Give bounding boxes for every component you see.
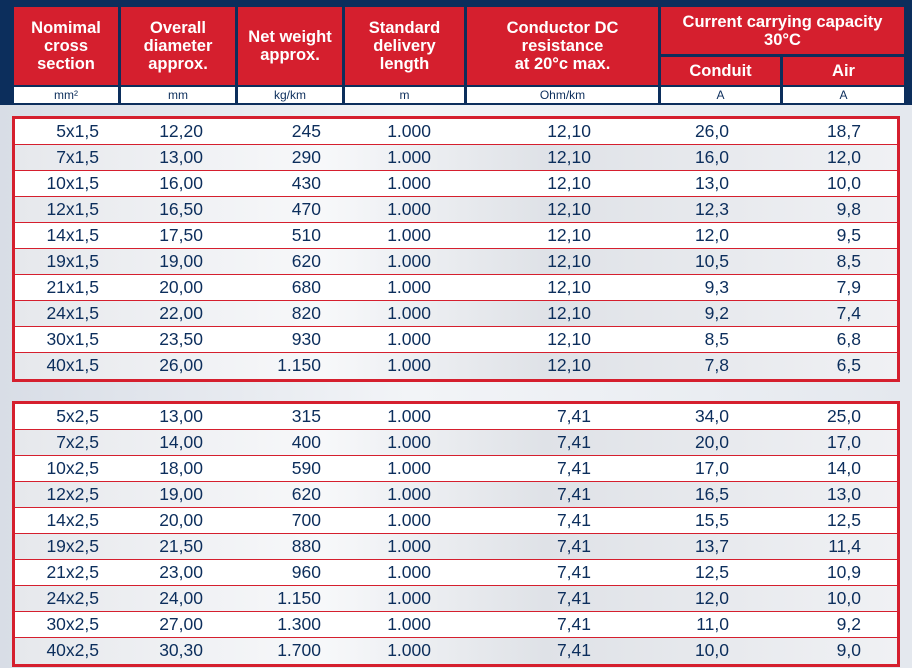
table-row — [15, 404, 897, 430]
cell-weight: 400 — [291, 432, 321, 452]
table-row — [15, 145, 897, 171]
cell-resistance: 12,10 — [547, 355, 591, 375]
table-1x5-section — [12, 116, 900, 382]
cell-weight: 680 — [291, 277, 321, 297]
cell-conduit: 9,3 — [704, 277, 729, 297]
cell-resistance: 12,10 — [547, 225, 591, 245]
cell-conduit: 13,7 — [694, 536, 729, 556]
cell-conduit: 13,0 — [694, 173, 729, 193]
cell-conduit: 15,5 — [694, 510, 729, 530]
unit-delivery-length: m — [345, 87, 464, 103]
cell-diameter: 18,00 — [159, 458, 203, 478]
header-air: Air — [783, 57, 904, 85]
unit-cross-section: mm² — [14, 87, 118, 103]
cell-resistance: 12,10 — [547, 277, 591, 297]
cell-conduit: 20,0 — [694, 432, 729, 452]
cell-diameter: 30,30 — [159, 640, 203, 660]
cell-weight: 245 — [291, 121, 321, 141]
unit-net-weight: kg/km — [238, 87, 342, 103]
cell-resistance: 7,41 — [556, 458, 591, 478]
unit-conduit: A — [661, 87, 780, 103]
cell-weight: 960 — [291, 562, 321, 582]
cell-diameter: 13,00 — [159, 406, 203, 426]
cell-air: 11,4 — [828, 536, 861, 556]
cell-cross-section: 40x1,5 — [46, 355, 99, 375]
cell-cross-section: 5x2,5 — [56, 406, 99, 426]
unit-air: A — [783, 87, 904, 103]
cell-diameter: 13,00 — [159, 147, 203, 167]
cell-resistance: 12,10 — [547, 199, 591, 219]
cell-weight: 620 — [291, 251, 321, 271]
cell-conduit: 11,0 — [696, 614, 729, 634]
cell-diameter: 19,00 — [159, 251, 203, 271]
cell-air: 9,5 — [836, 225, 861, 245]
cell-cross-section: 30x1,5 — [46, 329, 99, 349]
cell-weight: 315 — [291, 406, 321, 426]
cell-air: 13,0 — [826, 484, 861, 504]
cell-weight: 820 — [291, 303, 321, 323]
header-conduit: Conduit — [661, 57, 780, 85]
header-dc-resistance: Conductor DC resistance at 20°c max. — [467, 7, 658, 85]
table-row — [15, 353, 897, 379]
table-2x5-section — [12, 401, 900, 667]
cell-length: 1.000 — [387, 562, 431, 582]
cell-conduit: 26,0 — [694, 121, 729, 141]
cell-resistance: 7,41 — [556, 484, 591, 504]
cell-cross-section: 24x2,5 — [46, 588, 99, 608]
cell-length: 1.000 — [387, 329, 431, 349]
cell-cross-section: 5x1,5 — [56, 121, 99, 141]
cell-diameter: 17,50 — [159, 225, 203, 245]
cell-air: 12,0 — [826, 147, 861, 167]
cell-length: 1.000 — [387, 199, 431, 219]
cell-resistance: 12,10 — [547, 329, 591, 349]
cell-resistance: 7,41 — [556, 406, 591, 426]
cell-weight: 700 — [291, 510, 321, 530]
cell-weight: 430 — [291, 173, 321, 193]
cell-air: 17,0 — [826, 432, 861, 452]
cell-resistance: 12,10 — [547, 303, 591, 323]
cell-conduit: 12,3 — [694, 199, 729, 219]
cell-cross-section: 21x2,5 — [46, 562, 99, 582]
cell-diameter: 24,00 — [159, 588, 203, 608]
cell-diameter: 23,50 — [159, 329, 203, 349]
cell-resistance: 12,10 — [547, 251, 591, 271]
cell-weight: 620 — [291, 484, 321, 504]
cell-cross-section: 30x2,5 — [46, 614, 99, 634]
cell-cross-section: 14x1,5 — [46, 225, 99, 245]
cell-diameter: 20,00 — [159, 510, 203, 530]
table-row — [15, 586, 897, 612]
cell-diameter: 26,00 — [159, 355, 203, 375]
cell-air: 6,8 — [836, 329, 861, 349]
header-delivery-length: Standard delivery length — [345, 7, 464, 85]
cell-diameter: 27,00 — [159, 614, 203, 634]
table-row — [15, 119, 897, 145]
cell-cross-section: 19x2,5 — [46, 536, 99, 556]
cell-cross-section: 7x1,5 — [56, 147, 99, 167]
cell-diameter: 23,00 — [159, 562, 203, 582]
header-overall-diameter: Overall diameter approx. — [121, 7, 235, 85]
cell-resistance: 7,41 — [556, 510, 591, 530]
table-row — [15, 560, 897, 586]
table-row — [15, 275, 897, 301]
cell-cross-section: 19x1,5 — [46, 251, 99, 271]
table-row — [15, 482, 897, 508]
cell-air: 8,5 — [836, 251, 861, 271]
cell-air: 25,0 — [826, 406, 861, 426]
table-header — [0, 0, 912, 105]
cell-weight: 1.700 — [277, 640, 321, 660]
table-row — [15, 249, 897, 275]
cell-resistance: 12,10 — [547, 121, 591, 141]
cell-length: 1.000 — [387, 588, 431, 608]
cell-cross-section: 21x1,5 — [46, 277, 99, 297]
cell-diameter: 20,00 — [159, 277, 203, 297]
cell-air: 6,5 — [836, 355, 861, 375]
cell-cross-section: 14x2,5 — [46, 510, 99, 530]
cell-conduit: 9,2 — [704, 303, 729, 323]
cell-diameter: 22,00 — [159, 303, 203, 323]
table-row — [15, 301, 897, 327]
header-cross-section: Nomimal cross section — [14, 7, 118, 85]
cell-length: 1.000 — [387, 510, 431, 530]
cell-cross-section: 10x2,5 — [46, 458, 99, 478]
cell-conduit: 10,5 — [694, 251, 729, 271]
cell-air: 9,8 — [836, 199, 861, 219]
cell-air: 12,5 — [826, 510, 861, 530]
cell-diameter: 16,00 — [159, 173, 203, 193]
cell-air: 14,0 — [826, 458, 861, 478]
cell-resistance: 7,41 — [556, 640, 591, 660]
header-net-weight: Net weight approx. — [238, 7, 342, 85]
cell-resistance: 7,41 — [556, 432, 591, 452]
cell-air: 9,0 — [836, 640, 861, 660]
cell-length: 1.000 — [387, 147, 431, 167]
cell-conduit: 16,0 — [694, 147, 729, 167]
cell-diameter: 16,50 — [159, 199, 203, 219]
cell-resistance: 7,41 — [556, 562, 591, 582]
cell-air: 9,2 — [836, 614, 861, 634]
table-row — [15, 638, 897, 664]
header-carrying-capacity: Current carrying capacity 30°C — [661, 7, 904, 54]
table-row — [15, 430, 897, 456]
cell-resistance: 7,41 — [556, 588, 591, 608]
cell-weight: 290 — [291, 147, 321, 167]
table-row — [15, 197, 897, 223]
cell-length: 1.000 — [387, 173, 431, 193]
cell-weight: 1.150 — [277, 355, 321, 375]
cell-length: 1.000 — [387, 225, 431, 245]
cell-conduit: 16,5 — [694, 484, 729, 504]
cell-diameter: 19,00 — [159, 484, 203, 504]
cell-length: 1.000 — [387, 303, 431, 323]
cell-length: 1.000 — [387, 251, 431, 271]
cell-resistance: 12,10 — [547, 173, 591, 193]
cell-conduit: 34,0 — [694, 406, 729, 426]
table-row — [15, 327, 897, 353]
cell-conduit: 17,0 — [694, 458, 729, 478]
cell-length: 1.000 — [387, 121, 431, 141]
cell-resistance: 7,41 — [556, 614, 591, 634]
cell-air: 7,9 — [836, 277, 861, 297]
cell-air: 10,0 — [826, 588, 861, 608]
cell-weight: 880 — [291, 536, 321, 556]
cell-weight: 470 — [291, 199, 321, 219]
cell-diameter: 21,50 — [159, 536, 203, 556]
cell-cross-section: 7x2,5 — [56, 432, 99, 452]
table-row — [15, 223, 897, 249]
cell-diameter: 14,00 — [159, 432, 203, 452]
cell-conduit: 8,5 — [704, 329, 729, 349]
cell-cross-section: 10x1,5 — [46, 173, 99, 193]
table-row — [15, 456, 897, 482]
cell-air: 10,0 — [826, 173, 861, 193]
cell-resistance: 12,10 — [547, 147, 591, 167]
cell-air: 10,9 — [826, 562, 861, 582]
cell-cross-section: 24x1,5 — [46, 303, 99, 323]
unit-dc-resistance: Ohm/km — [467, 87, 658, 103]
cell-length: 1.000 — [387, 614, 431, 634]
cell-weight: 590 — [291, 458, 321, 478]
cell-cross-section: 12x2,5 — [46, 484, 99, 504]
cell-length: 1.000 — [387, 484, 431, 504]
cell-length: 1.000 — [387, 640, 431, 660]
table-row — [15, 508, 897, 534]
cell-weight: 1.300 — [277, 614, 321, 634]
cell-air: 7,4 — [836, 303, 861, 323]
cell-weight: 930 — [291, 329, 321, 349]
cell-conduit: 12,0 — [694, 588, 729, 608]
cell-length: 1.000 — [387, 277, 431, 297]
table-row — [15, 171, 897, 197]
cell-air: 18,7 — [826, 121, 861, 141]
cell-length: 1.000 — [387, 432, 431, 452]
cell-length: 1.000 — [387, 406, 431, 426]
cell-cross-section: 12x1,5 — [46, 199, 99, 219]
unit-overall-diameter: mm — [121, 87, 235, 103]
cell-weight: 1.150 — [277, 588, 321, 608]
cell-diameter: 12,20 — [159, 121, 203, 141]
cell-length: 1.000 — [387, 458, 431, 478]
cell-weight: 510 — [291, 225, 321, 245]
cell-cross-section: 40x2,5 — [46, 640, 99, 660]
table-row — [15, 612, 897, 638]
cell-conduit: 12,0 — [694, 225, 729, 245]
cell-conduit: 7,8 — [704, 355, 729, 375]
cell-conduit: 10,0 — [694, 640, 729, 660]
cell-length: 1.000 — [387, 536, 431, 556]
cell-resistance: 7,41 — [556, 536, 591, 556]
cell-conduit: 12,5 — [694, 562, 729, 582]
cell-length: 1.000 — [387, 355, 431, 375]
table-row — [15, 534, 897, 560]
